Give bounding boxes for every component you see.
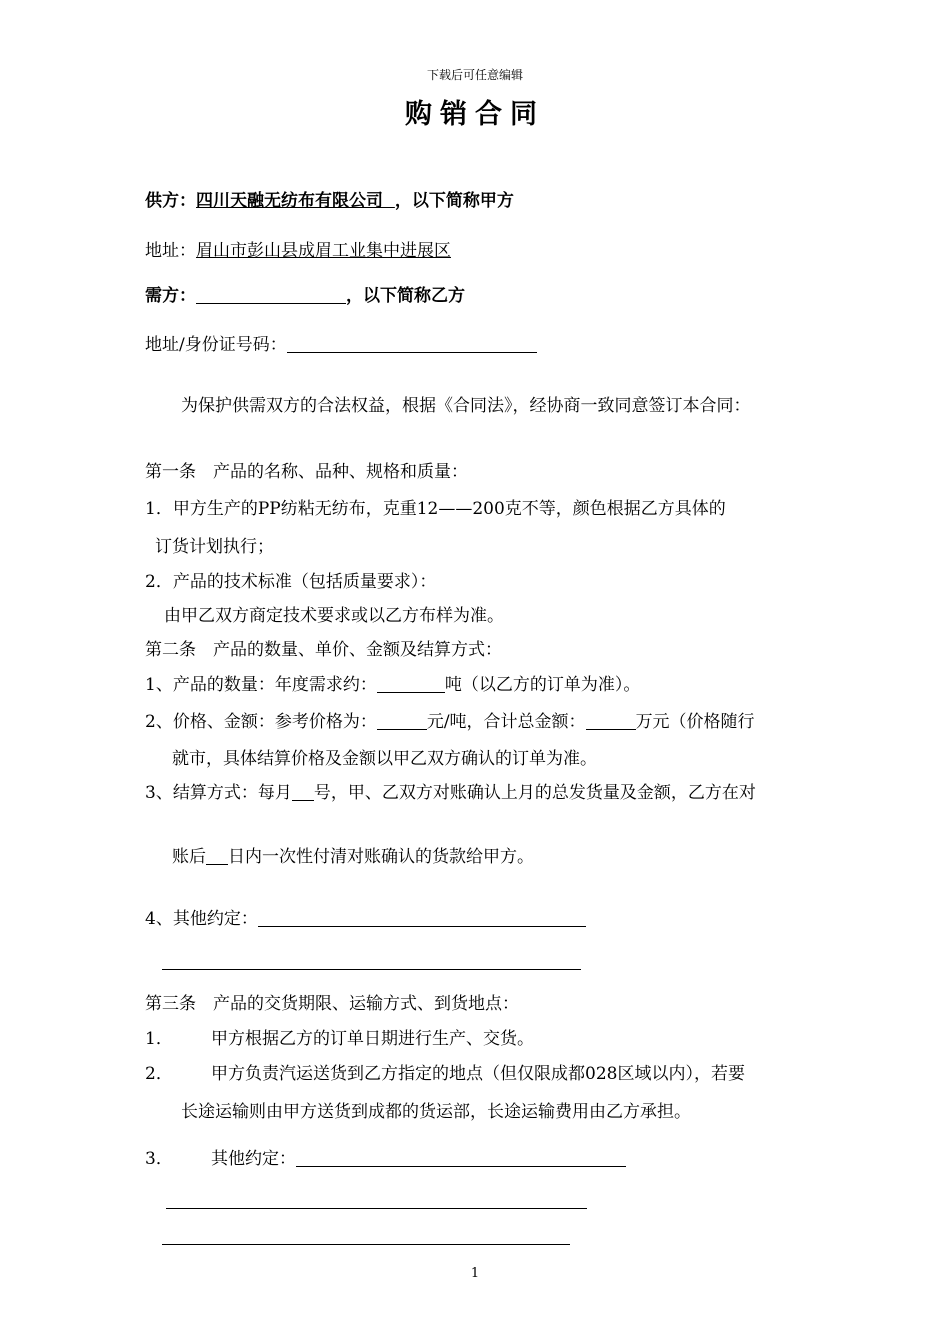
article3-item2-line2: 长途运输则由甲方送货到成都的货运部，长途运输费用由乙方承担。 — [181, 1102, 691, 1122]
article1-heading: 第一条 产品的名称、品种、规格和质量： — [145, 462, 468, 482]
supplier-label: 供方： — [145, 191, 196, 211]
article2-item2-text-b: 元/吨，合计总金额： — [426, 712, 586, 732]
article2-heading: 第二条 产品的数量、单价、金额及结算方式： — [145, 640, 502, 660]
article3-item1 — [145, 1024, 534, 1049]
article2-item2-text-a: 2、价格、金额：参考价格为： — [145, 712, 377, 732]
article1-item1-line2: 订货计划执行； — [155, 537, 274, 557]
article2-item3-text-d: 日内一次性付清对账确认的货款给甲方。 — [228, 847, 534, 867]
article2-item1-text-b: 吨（以乙方的订单为准）。 — [444, 675, 641, 695]
article2-item2-line2: 就市，具体结算价格及金额以甲乙双方确认的订单为准。 — [172, 749, 597, 769]
article3-other-terms-blank — [296, 1148, 626, 1167]
article3-item3-number: 3． — [145, 1149, 173, 1169]
annual-quantity-blank — [377, 674, 445, 693]
article2-item3-text-a: 3、结算方式：每月 — [145, 783, 292, 803]
buyer-address-label: 地址/身份证号码： — [145, 335, 287, 355]
article3-item2-number: 2． — [145, 1064, 173, 1084]
article2-item4 — [145, 904, 586, 929]
article3-other-terms-line1 — [166, 1208, 587, 1209]
article2-item4-label: 4、其他约定： — [145, 909, 258, 929]
buyer-label: 需方： — [145, 286, 196, 306]
buyer-address-line — [145, 330, 537, 355]
settlement-day-blank — [292, 782, 314, 801]
article3-item2-text: 甲方负责汽运送货到乙方指定的地点（但仅限成都028区域以内），若要 — [211, 1064, 745, 1084]
article2-item3-line2 — [172, 842, 534, 867]
article2-item3-text-b: 号，甲、乙双方对账确认上月的总发货量及金额，乙方在对 — [313, 783, 756, 803]
article2-item3 — [145, 778, 756, 803]
article3-heading: 第三条 产品的交货期限、运输方式、到货地点： — [145, 994, 519, 1014]
supplier-address-line — [145, 236, 451, 261]
article2-item1 — [145, 670, 640, 695]
supplier-suffix: ，以下简称甲方 — [394, 191, 514, 211]
intro-paragraph: 为保护供需双方的合法权益，根据《合同法》，经协商一致同意签订本合同： — [181, 396, 751, 416]
article2-other-terms-line — [162, 969, 581, 970]
supplier-address-value: 眉山市彭山县成眉工业集中进展区 — [196, 241, 451, 261]
buyer-line — [145, 281, 465, 306]
unit-price-blank — [377, 711, 427, 730]
article1-item2: 2．产品的技术标准（包括质量要求）： — [145, 572, 437, 592]
supplier-name: 四川天融无纺布有限公司 — [196, 191, 383, 211]
supplier-address-label: 地址： — [145, 241, 196, 261]
article2-item1-text-a: 1、产品的数量：年度需求约： — [145, 675, 377, 695]
supplier-line — [145, 186, 514, 211]
article3-other-terms-line2 — [162, 1244, 570, 1245]
article3-item2 — [145, 1059, 745, 1084]
article1-item1-line1: 1．甲方生产的PP纺粘无纺布，克重12——200克不等，颜色根据乙方具体的 — [145, 499, 726, 519]
buyer-suffix: ，以下简称乙方 — [346, 286, 465, 306]
supplier-name-pad — [383, 191, 395, 211]
article3-item3-label: 其他约定： — [211, 1149, 296, 1169]
article3-item3 — [145, 1144, 626, 1169]
document-title: 购销合同 — [405, 99, 545, 130]
article2-other-terms-blank — [258, 908, 586, 927]
article3-item1-number: 1． — [145, 1029, 173, 1049]
article1-item2-detail: 由甲乙双方商定技术要求或以乙方布样为准。 — [164, 606, 504, 626]
article2-item3-text-c: 账后 — [172, 847, 206, 867]
article2-item2 — [145, 707, 755, 732]
total-amount-blank — [586, 711, 636, 730]
article2-item2-text-c: 万元（价格随行 — [635, 712, 755, 732]
page-number: 1 — [470, 1266, 480, 1281]
payment-days-blank — [206, 846, 228, 865]
header-note: 下载后可任意编辑 — [426, 68, 523, 82]
buyer-address-blank — [287, 334, 537, 353]
buyer-name-blank — [196, 285, 346, 304]
article3-item1-text: 甲方根据乙方的订单日期进行生产、交货。 — [211, 1029, 534, 1049]
